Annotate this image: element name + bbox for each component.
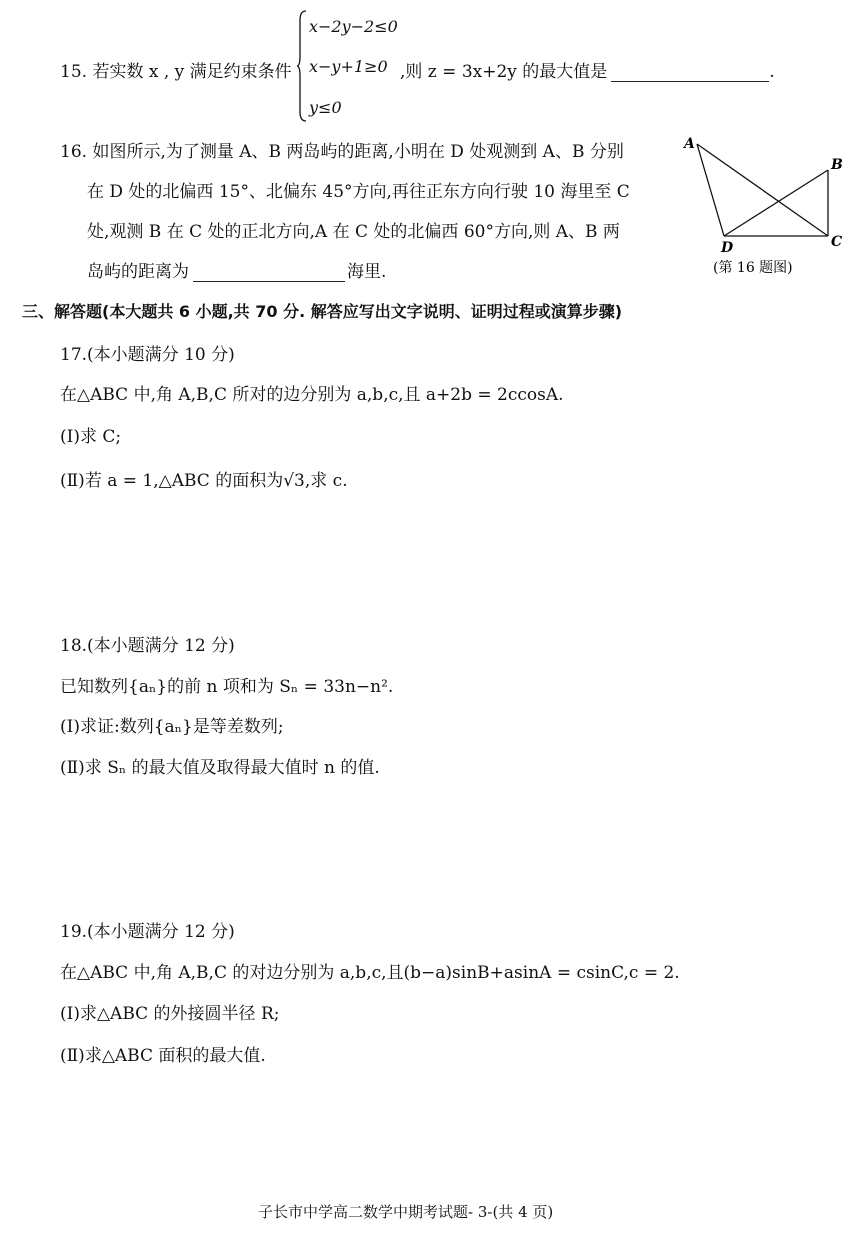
q17-part1: (Ⅰ)求 C;: [60, 427, 122, 447]
q18-header: 18.(本小题满分 12 分): [60, 636, 235, 656]
segment-DB: [724, 170, 828, 236]
q19-part2: (Ⅱ)求△ABC 面积的最大值.: [60, 1046, 266, 1066]
q16-line-1: 16. 如图所示,为了测量 A、B 两岛屿的距离,小明在 D 处观测到 A、B 分别: [60, 142, 624, 162]
q15-constraint-3: y≤0: [309, 98, 342, 117]
sqrt3: √3: [283, 471, 305, 491]
q19-header: 19.(本小题满分 12 分): [60, 922, 235, 942]
q15-tail-text: ,则 z = 3x+2y 的最大值是: [400, 62, 608, 82]
segment-AD: [697, 144, 724, 236]
q17-part2-pre: (Ⅱ)若 a = 1,△ABC 的面积为: [60, 471, 284, 491]
q18-part2: (Ⅱ)求 Sₙ 的最大值及取得最大值时 n 的值.: [60, 758, 380, 778]
q15-lead: 15. 若实数 x , y 满足约束条件: [60, 62, 292, 82]
q16-figure: [680, 132, 855, 282]
q18-part1: (Ⅰ)求证:数列{aₙ}是等差数列;: [60, 717, 284, 737]
q17-header: 17.(本小题满分 10 分): [60, 345, 235, 365]
q16-unit: 海里.: [347, 262, 387, 282]
q17-stem: 在△ABC 中,角 A,B,C 所对的边分别为 a,b,c,且 a+2b = 2ccosA.: [60, 385, 564, 405]
q16-line-4: [87, 257, 386, 282]
segment-AC: [697, 144, 828, 236]
section-title: 三、解答题(本大题共 6 小题,共 70 分. 解答应写出文字说明、证明过程或演算步骤): [22, 302, 623, 321]
page-footer: 子长市中学高二数学中期考试题- 3-(共 4 页): [258, 1203, 554, 1221]
q16-line-4-text: 岛屿的距离为: [87, 262, 189, 282]
q15-constraint-2: x−y+1≥0: [309, 57, 388, 76]
q17-part2-post: ,求 c.: [304, 471, 348, 491]
q19-part1: (Ⅰ)求△ABC 的外接圆半径 R;: [60, 1004, 280, 1024]
label-D: D: [721, 240, 734, 256]
label-B: B: [831, 157, 843, 173]
q17-part2: [60, 466, 348, 491]
q16-answer-blank: [193, 263, 345, 282]
label-C: C: [831, 234, 843, 250]
figure-caption: (第 16 题图): [713, 260, 793, 276]
q15-tail: [400, 57, 775, 82]
brace-icon: [297, 10, 307, 122]
label-A: A: [684, 136, 695, 152]
q18-stem: 已知数列{aₙ}的前 n 项和为 Sₙ = 33n−n².: [60, 677, 394, 697]
q15-answer-blank: [611, 63, 769, 82]
q15-constraint-1: x−2y−2≤0: [309, 17, 398, 36]
q16-line-3: 处,观测 B 在 C 处的正北方向,A 在 C 处的北偏西 60°方向,则 A、B 两: [87, 222, 620, 242]
q19-stem: 在△ABC 中,角 A,B,C 的对边分别为 a,b,c,且(b−a)sinB+asinA = csinC,c = 2.: [60, 963, 680, 983]
q16-line-2: 在 D 处的北偏西 15°、北偏东 45°方向,再往正东方向行驶 10 海里至 C: [87, 182, 630, 202]
q15-end: .: [769, 62, 775, 82]
